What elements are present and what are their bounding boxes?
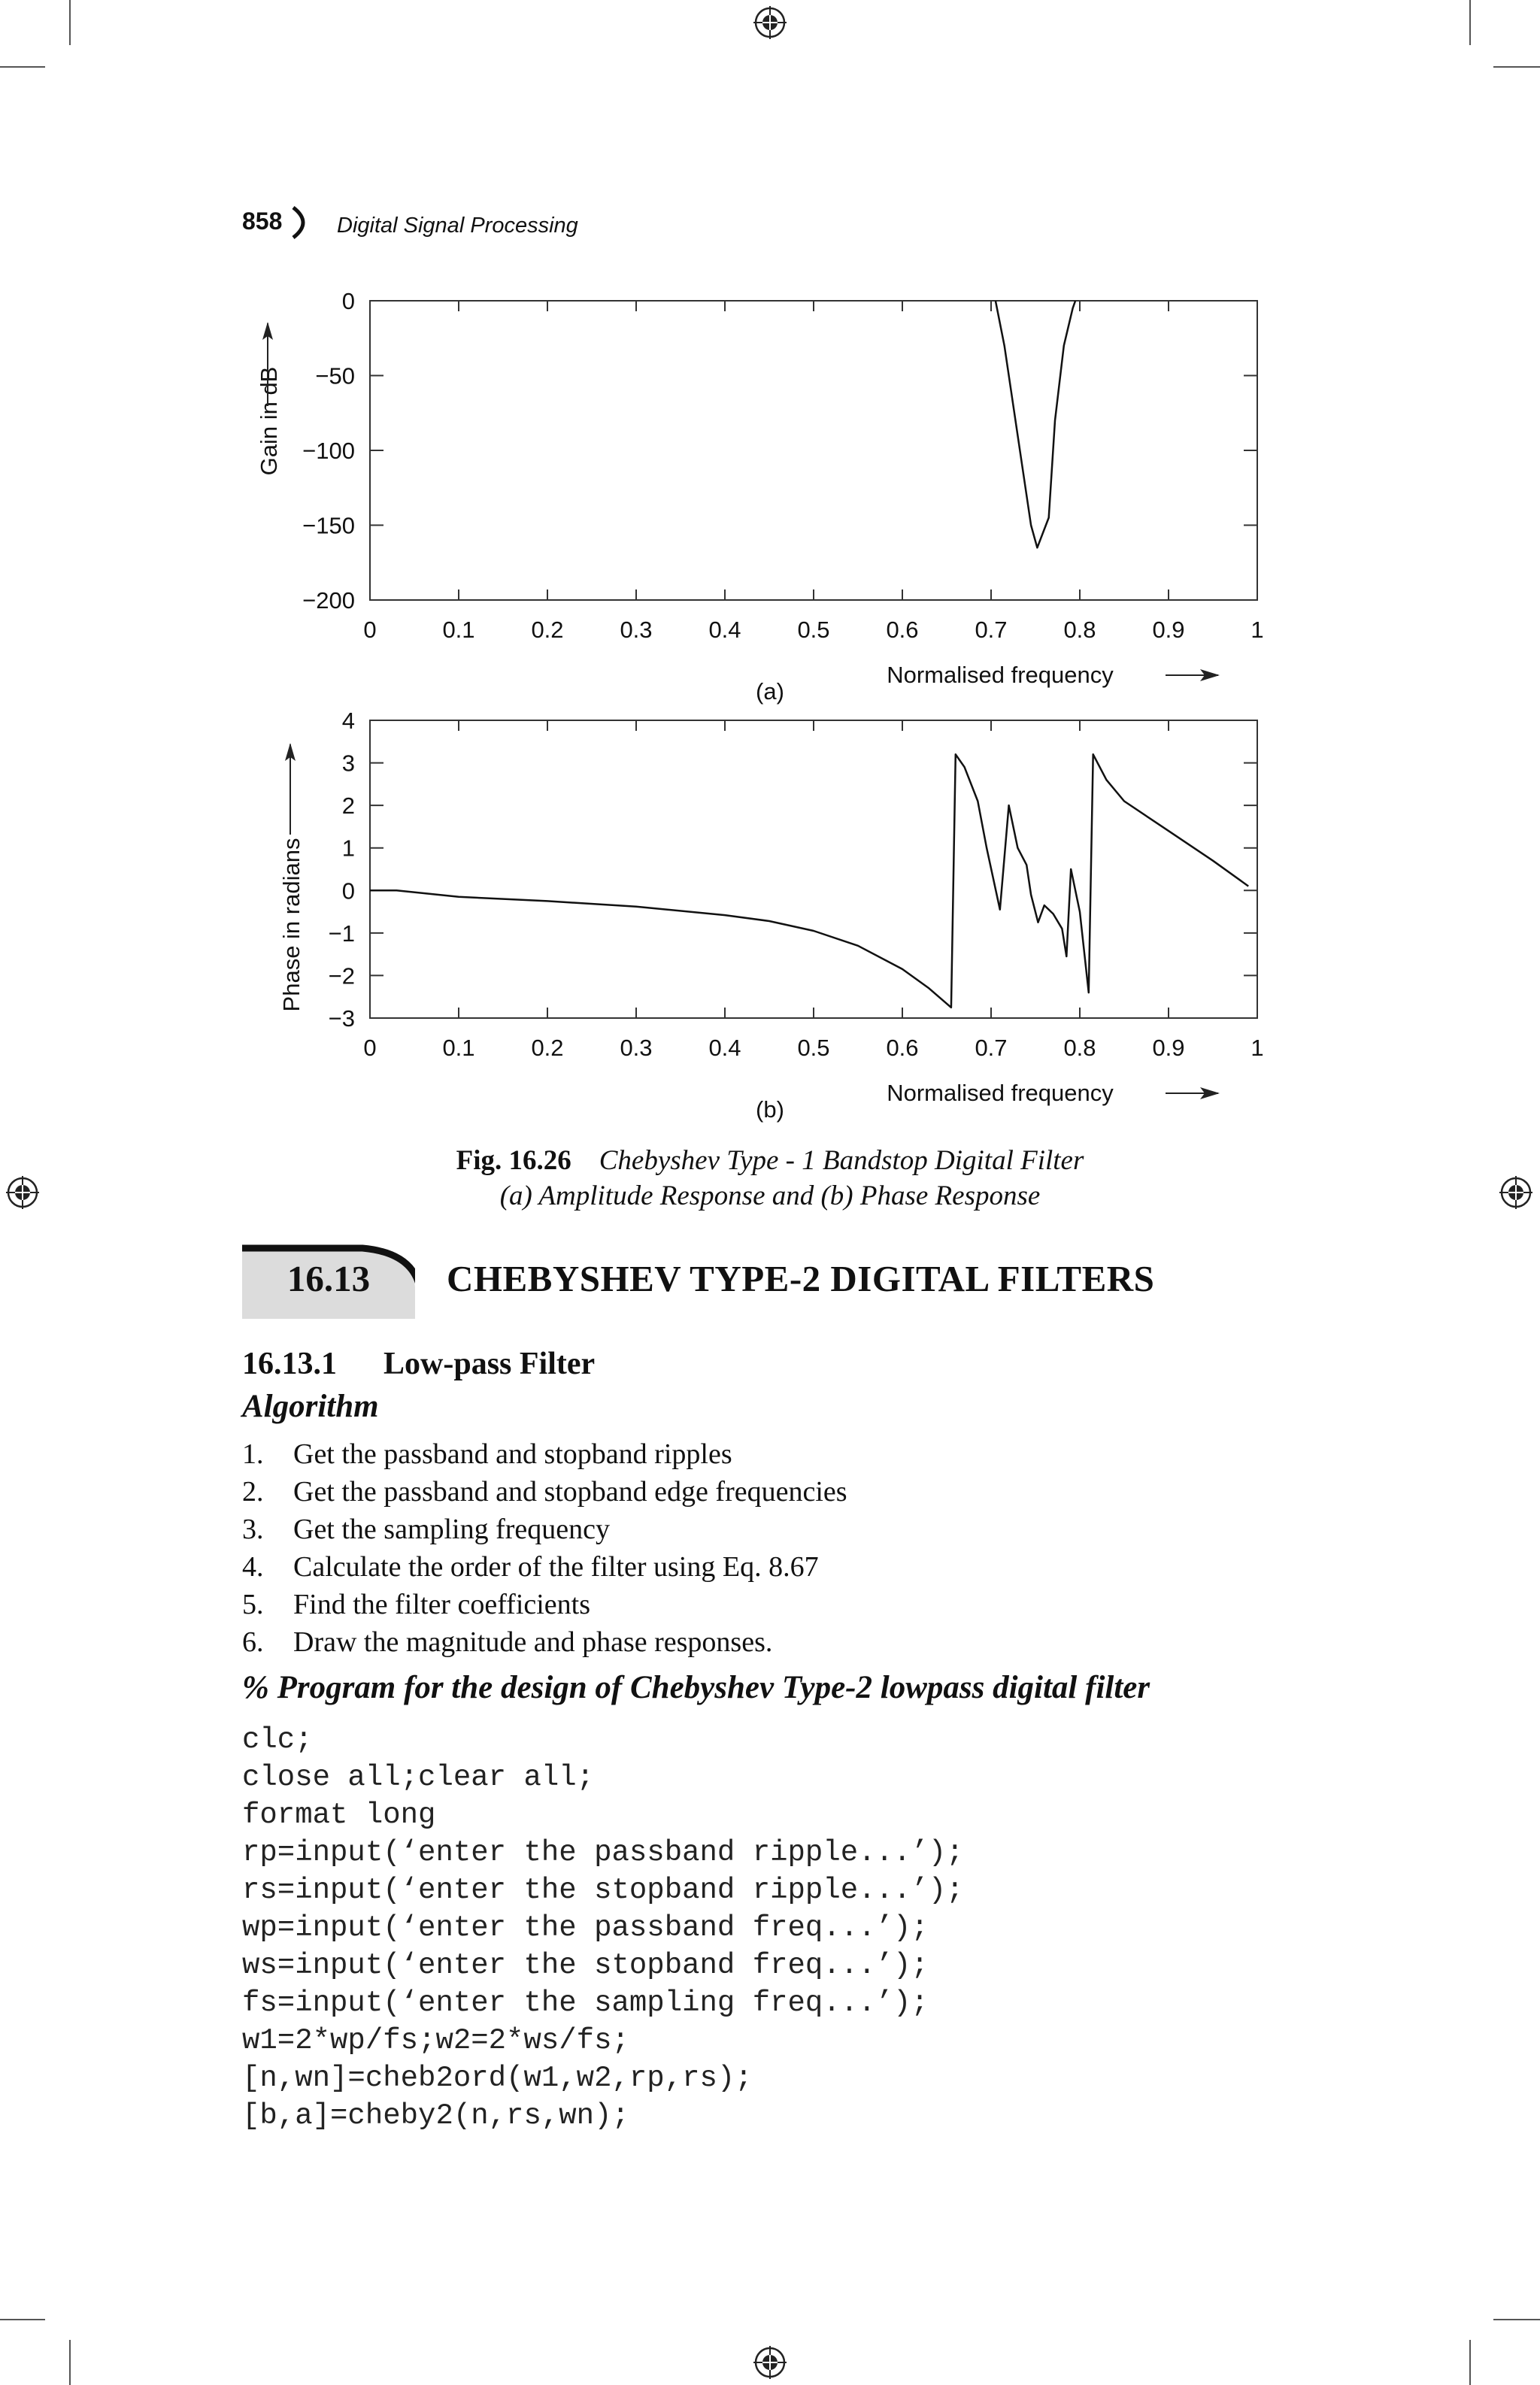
- y-tick-label: −2: [328, 962, 355, 989]
- algorithm-step: [242, 1588, 590, 1621]
- algorithm-step: [242, 1475, 847, 1508]
- panel-label: (a): [756, 678, 784, 705]
- algorithm-heading: Algorithm: [242, 1389, 379, 1424]
- code-line: rp=input(‘enter the passband ripple...’);: [242, 1836, 964, 1869]
- x-tick-label: 0: [363, 1035, 377, 1061]
- x-tick-label: 0.4: [708, 1035, 741, 1061]
- x-tick-label: 0.8: [1063, 1035, 1096, 1061]
- code-line: fs=input(‘enter the sampling freq...’);: [242, 1986, 929, 2020]
- step-number: 2.: [242, 1476, 264, 1508]
- step-text: Get the passband and stopband edge frequencies: [293, 1476, 847, 1508]
- code-line: [n,wn]=cheb2ord(w1,w2,rp,rs);: [242, 2062, 753, 2095]
- y-tick-label: −100: [302, 438, 355, 464]
- code-line: w1=2*wp/fs;w2=2*ws/fs;: [242, 2024, 629, 2057]
- code-line: close all;clear all;: [242, 1761, 595, 1794]
- caption-subtitle: (a) Amplitude Response and (b) Phase Response: [499, 1180, 1041, 1211]
- step-number: 5.: [242, 1589, 264, 1620]
- step-text: Find the filter coefficients: [293, 1589, 591, 1620]
- x-tick-label: 0.5: [797, 617, 830, 643]
- algorithm-step: [242, 1550, 819, 1583]
- subsection-number: 16.13.1: [242, 1347, 337, 1381]
- section-number: 16.13: [286, 1258, 371, 1299]
- x-tick-label: 0.6: [886, 617, 919, 643]
- x-tick-label: 0.1: [442, 617, 475, 643]
- y-tick-label: 0: [341, 877, 355, 905]
- x-tick-label: 1: [1250, 617, 1264, 643]
- code-line: wp=input(‘enter the passband freq...’);: [242, 1911, 929, 1944]
- x-tick-label: 0.8: [1063, 617, 1096, 643]
- step-text: Calculate the order of the filter using Eq. 8.67: [293, 1551, 819, 1583]
- step-text: Draw the magnitude and phase responses.: [293, 1626, 773, 1658]
- section-title: CHEBYSHEV TYPE-2 DIGITAL FILTERS: [447, 1258, 1155, 1299]
- code-line: ws=input(‘enter the stopband freq...’);: [242, 1949, 929, 1982]
- x-axis-label: Normalised frequency: [887, 1080, 1114, 1106]
- x-axis-label: Normalised frequency: [887, 662, 1114, 688]
- step-text: Get the passband and stopband ripples: [293, 1438, 732, 1470]
- code-line: rs=input(‘enter the stopband ripple...’);: [242, 1874, 964, 1907]
- plot-frame: [370, 301, 1257, 600]
- code-line: format long: [242, 1799, 436, 1832]
- y-tick-label: −150: [302, 512, 355, 539]
- figure-caption: [0, 1143, 1540, 1214]
- step-number: 6.: [242, 1626, 264, 1658]
- algorithm-step: [242, 1626, 772, 1659]
- x-tick-label: 0.3: [620, 617, 653, 643]
- panel-label: (b): [756, 1096, 784, 1123]
- y-tick-label: 0: [341, 288, 355, 314]
- y-axis-label: Gain in dB: [256, 366, 282, 476]
- page-number: 858: [242, 208, 283, 235]
- x-tick-label: 0.2: [531, 1035, 564, 1061]
- x-tick-label: 0.9: [1152, 1035, 1185, 1061]
- algorithm-step: [242, 1513, 610, 1546]
- x-tick-label: 0.6: [886, 1035, 919, 1061]
- x-tick-label: 0.7: [975, 617, 1008, 643]
- y-tick-label: −3: [328, 1005, 355, 1032]
- y-tick-label: 2: [341, 792, 355, 820]
- step-number: 4.: [242, 1551, 264, 1583]
- caption-title: Chebyshev Type - 1 Bandstop Digital Filter: [599, 1145, 1084, 1176]
- x-tick-label: 0.9: [1152, 617, 1185, 643]
- code-line: [b,a]=cheby2(n,rs,wn);: [242, 2099, 629, 2132]
- y-tick-label: −200: [302, 587, 355, 614]
- x-tick-label: 0.2: [531, 617, 564, 643]
- program-heading: % Program for the design of Chebyshev Type-2 lowpass digital filter: [242, 1670, 1150, 1705]
- algorithm-step: [242, 1438, 732, 1471]
- caption-line-2: [0, 1178, 1540, 1214]
- x-tick-label: 0: [363, 617, 377, 643]
- y-tick-label: −50: [315, 362, 355, 389]
- x-tick-label: 0.3: [620, 1035, 653, 1061]
- caption-line-1: [0, 1143, 1540, 1178]
- y-tick-label: 1: [341, 835, 355, 862]
- plot-frame: [370, 720, 1257, 1018]
- code-line: clc;: [242, 1723, 313, 1756]
- x-tick-label: 1: [1250, 1035, 1264, 1061]
- series-line: [370, 754, 1248, 1008]
- caption-figure-number: Fig. 16.26: [456, 1145, 571, 1176]
- x-tick-label: 0.1: [442, 1035, 475, 1061]
- y-tick-label: 3: [341, 750, 355, 777]
- y-axis-label: Phase in radians: [278, 838, 305, 1012]
- step-text: Get the sampling frequency: [293, 1514, 611, 1545]
- series-line: [996, 301, 1075, 547]
- step-number: 3.: [242, 1514, 264, 1545]
- x-tick-label: 0.5: [797, 1035, 830, 1061]
- x-tick-label: 0.4: [708, 617, 741, 643]
- y-tick-label: 4: [341, 708, 355, 734]
- x-tick-label: 0.7: [975, 1035, 1008, 1061]
- step-number: 1.: [242, 1438, 264, 1470]
- y-tick-label: −1: [328, 920, 355, 947]
- running-title: Digital Signal Processing: [337, 214, 578, 238]
- subsection-title: Low-pass Filter: [383, 1347, 596, 1381]
